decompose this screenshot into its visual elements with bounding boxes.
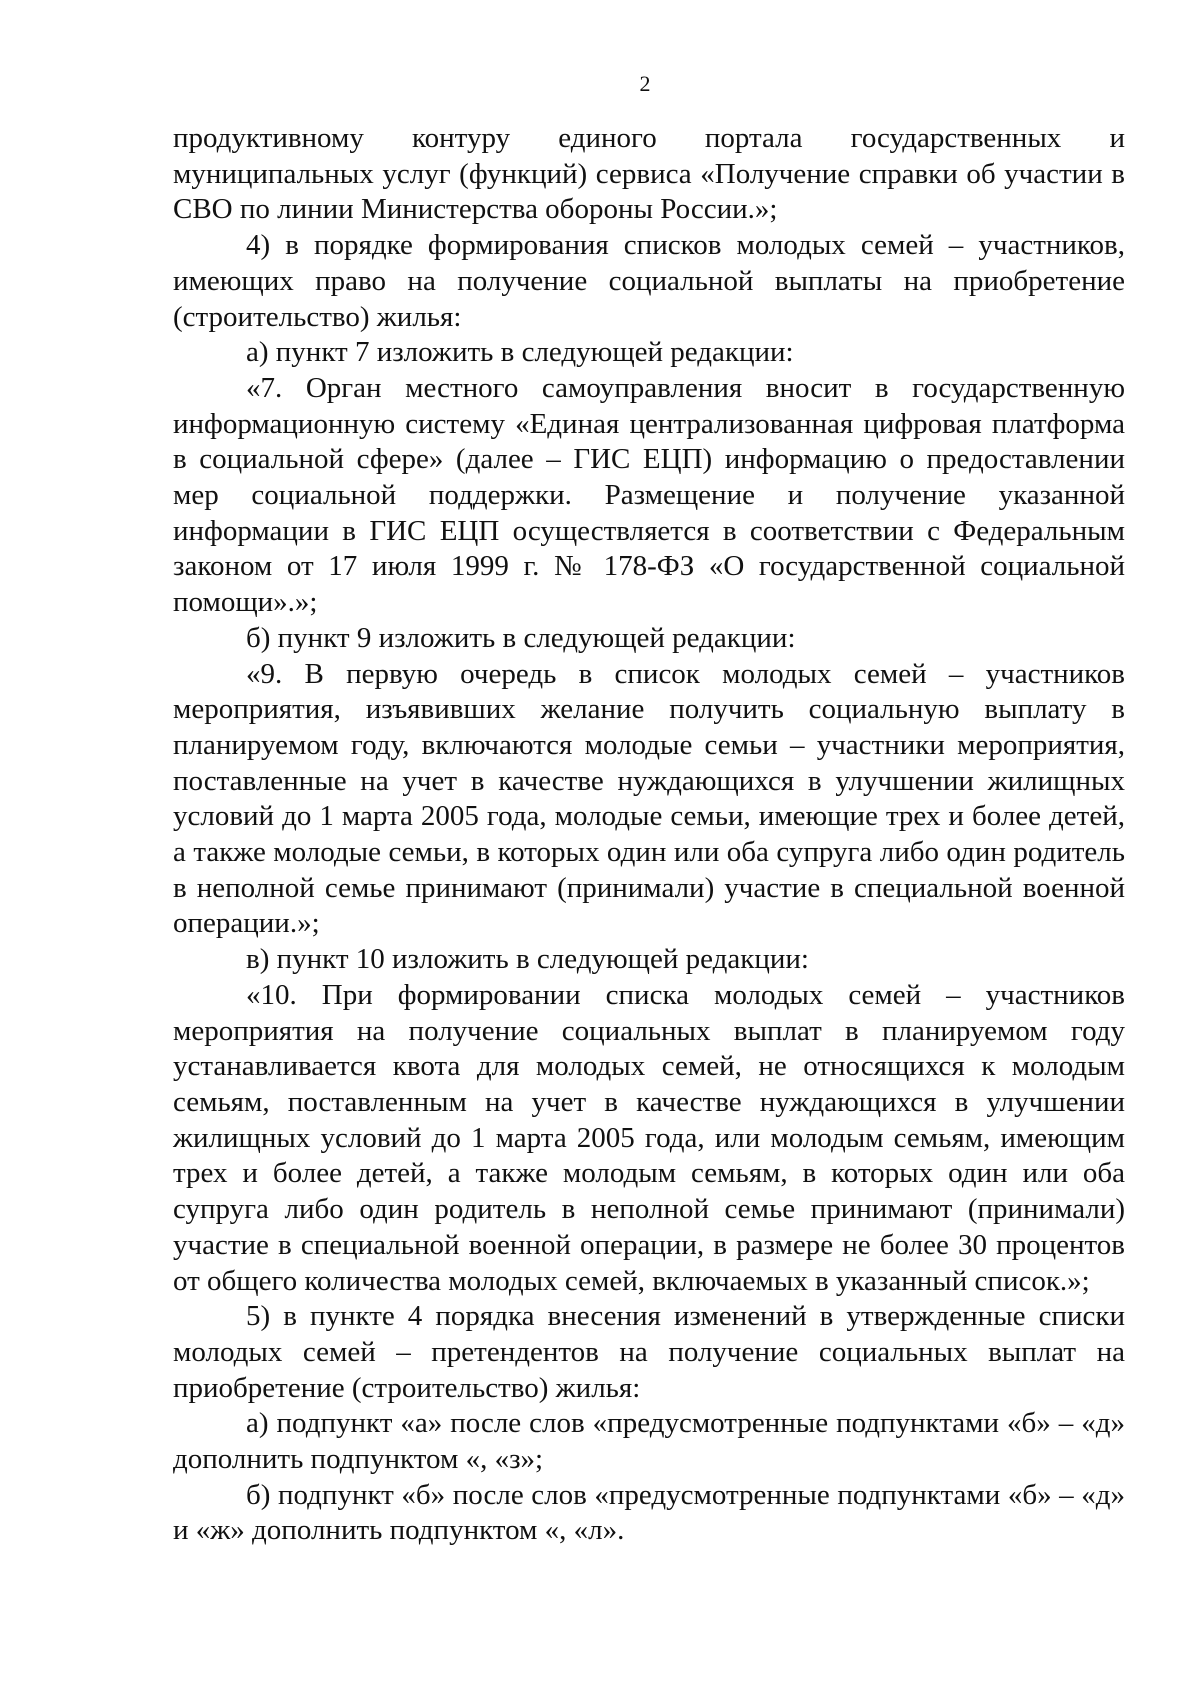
document-body [173,121,1125,1549]
paragraph-subitem-a-point-7: а) пункт 7 изложить в следующей редакции: [246,336,794,369]
paragraph-point-7-text: «7. Орган местного самоуправления вносит в государственную информационную систему «Единая централизованная цифровая платформа в социальной сфере» (далее – ГИС ЕЦП) информацию о предоставлении мер социальной поддержки. Размещение и получение указанной информации в ГИС ЕЦП осуществляется в соответствии с Федеральным законом от 17 июля 1999 г. № 178-ФЗ «О государственной социальной помощи».»; [173,371,1125,619]
paragraph-subitem-b-point-9: б) пункт 9 изложить в следующей редакции: [246,621,796,654]
paragraph-item-5: 5) в пункте 4 порядка внесения изменений в утвержденные списки молодых семей – претендентов на получение социальных выплат на приобретение (строительство) жилья: [173,1300,1125,1404]
paragraph-item-5-subitem-a: а) подпункт «а» после слов «предусмотренные подпунктами «б» – «д» дополнить подпунктом «, «з»; [173,1407,1125,1476]
paragraph-point-9-text: «9. В первую очередь в список молодых семей – участников мероприятия, изъявивших желание получить социальную выплату в планируемом году, включаются молодые семьи – участники мероприятия, поставленные на учет в качестве нуждающихся в улучшении жилищных условий до 1 марта 2005 года, молодые семьи, имеющие трех и более детей, а также молодые семьи, в которых один или оба супруга либо один родитель в неполной семье принимают (принимали) участие в специальной военной операции.»; [173,657,1125,940]
paragraph-continuation: продуктивному контуру единого портала государственных и муниципальных услуг (функций) сервиса «Получение справки об участии в СВО по линии Министерства обороны России.»; [173,122,1125,226]
paragraph-item-4: 4) в порядке формирования списков молодых семей – участников, имеющих право на получение социальной выплаты на приобретение (строительство) жилья: [173,229,1125,333]
page-number: 2 [639,71,651,96]
paragraph-item-5-subitem-b: б) подпункт «б» после слов «предусмотренные подпунктами «б» – «д» и «ж» дополнить подпунктом «, «л». [173,1478,1125,1547]
paragraph-point-10-text: «10. При формировании списка молодых семей – участников мероприятия на получение социальных выплат в планируемом году устанавливается квота для молодых семей, не относящихся к молодым семьям, поставленным на учет в качестве нуждающихся в улучшении жилищных условий до 1 марта 2005 года, или молодым семьям, имеющим трех и более детей, а также молодым семьям, в которых один или оба супруга либо один родитель в неполной семье принимают (принимали) участие в специальной военной операции, в размере не более 30 процентов от общего количества молодых семей, включаемых в указанный список.»; [173,978,1125,1297]
paragraph-subitem-v-point-10: в) пункт 10 изложить в следующей редакции: [246,943,809,976]
